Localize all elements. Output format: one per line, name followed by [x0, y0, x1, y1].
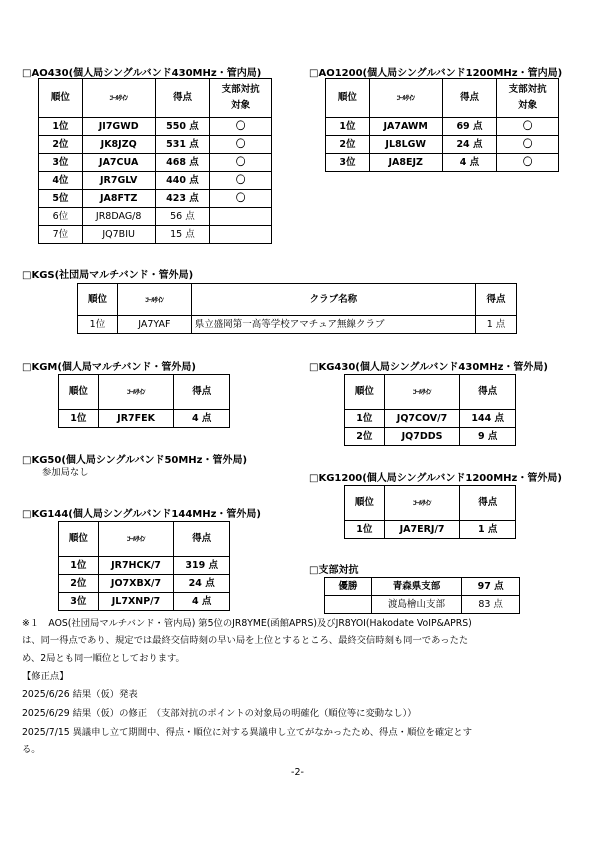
rank-cell: 2位 [59, 575, 99, 593]
section-title-kgm: □KGM(個人局マルチバンド・管外局) [22, 362, 196, 373]
header-callsign: ｺｰﾙｻｲﾝ [98, 522, 174, 557]
header-rank: 順位 [345, 375, 385, 410]
header-callsign: ｺｰﾙｻｲﾝ [82, 79, 155, 118]
score-cell: 4 点 [442, 154, 497, 172]
score-cell: 69 点 [442, 118, 497, 136]
score-cell: 550 点 [155, 118, 210, 136]
table-row [345, 521, 516, 539]
rank-cell: 1位 [78, 316, 118, 334]
score-cell: 423 点 [155, 190, 210, 208]
table-row [59, 557, 230, 575]
table-row [39, 154, 272, 172]
score-cell: 319 点 [174, 557, 230, 575]
target-mark: 〇 [497, 118, 559, 136]
note-line-1: ※１ AOS(社団局マルチバンド・管内局) 第5位のJR8YME(函館APRS)及びJR8YOI(Hakodate VoIP&APRS) [22, 618, 472, 629]
callsign-cell: JL7XNP/7 [98, 593, 174, 611]
rank-cell: 2位 [39, 136, 83, 154]
rank-cell: 1位 [59, 410, 99, 428]
ao430-table [38, 78, 272, 244]
table-row [59, 593, 230, 611]
header-branch-target: 支部対抗 対象 [497, 79, 559, 118]
header-rank: 順位 [345, 486, 385, 521]
section-title-kg144: □KG144(個人局シングルバンド144MHz・管外局) [22, 509, 261, 520]
rank-cell: 1位 [326, 118, 370, 136]
header-score: 得点 [460, 486, 516, 521]
section-title-ao430: □AO430(個人局シングルバンド430MHz・管内局) [22, 68, 262, 79]
target-mark: 〇 [210, 118, 272, 136]
header-score: 得点 [155, 79, 210, 118]
target-mark [210, 208, 272, 226]
callsign-cell: JQ7DDS [384, 428, 460, 446]
table-row [39, 136, 272, 154]
corrections-title: 【修正点】 [22, 671, 69, 682]
header-callsign: ｺｰﾙｻｲﾝ [369, 79, 442, 118]
correction-3b: る。 [22, 744, 41, 755]
header-club-name: クラブ名称 [191, 284, 475, 316]
target-mark: 〇 [210, 136, 272, 154]
rank-cell: 1位 [59, 557, 99, 575]
kgs-table [77, 283, 517, 334]
score-cell: 97 点 [462, 578, 520, 596]
score-cell: 24 点 [174, 575, 230, 593]
header-callsign: ｺｰﾙｻｲﾝ [98, 375, 174, 410]
callsign-cell: JA8EJZ [369, 154, 442, 172]
callsign-cell: JR8DAG/8 [82, 208, 155, 226]
branch-name-cell: 青森県支部 [371, 578, 461, 596]
header-branch-target: 支部対抗 対象 [210, 79, 272, 118]
score-cell: 4 点 [174, 593, 230, 611]
table-row [39, 172, 272, 190]
target-mark: 〇 [210, 154, 272, 172]
table-row [39, 190, 272, 208]
note-line-2: は、同一得点であり、規定では最終交信時刻の早い局を上位とするところ、最終交信時刻も同一であったた [22, 635, 469, 646]
table-row [325, 596, 520, 614]
rank-cell: 3位 [59, 593, 99, 611]
table-row [39, 226, 272, 244]
score-cell: 144 点 [460, 410, 516, 428]
table-row [326, 136, 559, 154]
no-participants-text: 参加局なし [42, 467, 89, 478]
header-score: 得点 [174, 522, 230, 557]
table-row [325, 578, 520, 596]
callsign-cell: JO7XBX/7 [98, 575, 174, 593]
header-rank: 順位 [59, 375, 99, 410]
rank-cell: 7位 [39, 226, 83, 244]
target-mark: 〇 [497, 136, 559, 154]
table-row [345, 410, 516, 428]
score-cell: 15 点 [155, 226, 210, 244]
table-row [345, 428, 516, 446]
table-row [326, 118, 559, 136]
kg144-table [58, 521, 230, 611]
target-mark: 〇 [210, 172, 272, 190]
callsign-cell: JA7YAF [117, 316, 191, 334]
score-cell: 24 点 [442, 136, 497, 154]
rank-cell: 3位 [326, 154, 370, 172]
callsign-cell: JI7GWD [82, 118, 155, 136]
rank-cell: 1位 [345, 521, 385, 539]
header-score: 得点 [442, 79, 497, 118]
header-rank: 順位 [326, 79, 370, 118]
header-score: 得点 [476, 284, 517, 316]
header-rank: 順位 [78, 284, 118, 316]
table-row [326, 154, 559, 172]
table-row [59, 410, 230, 428]
header-callsign: ｺｰﾙｻｲﾝ [384, 486, 460, 521]
kg1200-table [344, 485, 516, 539]
rank-cell: 3位 [39, 154, 83, 172]
callsign-cell: JL8LGW [369, 136, 442, 154]
target-mark: 〇 [497, 154, 559, 172]
score-cell: 56 点 [155, 208, 210, 226]
score-cell: 1 点 [476, 316, 517, 334]
winner-label: 優勝 [325, 578, 372, 596]
table-row [39, 118, 272, 136]
rank-cell: 6位 [39, 208, 83, 226]
callsign-cell: JA7CUA [82, 154, 155, 172]
ao1200-table [325, 78, 559, 172]
header-callsign: ｺｰﾙｻｲﾝ [384, 375, 460, 410]
note-line-3: め、2局とも同一順位としております。 [22, 653, 185, 664]
callsign-cell: JQ7BIU [82, 226, 155, 244]
callsign-cell: JR7FEK [98, 410, 174, 428]
score-cell: 531 点 [155, 136, 210, 154]
rank-cell: 4位 [39, 172, 83, 190]
kg430-table [344, 374, 516, 446]
club-name-cell: 県立盛岡第一高等学校アマチュア無線クラブ [191, 316, 475, 334]
header-callsign: ｺｰﾙｻｲﾝ [117, 284, 191, 316]
score-cell: 4 点 [174, 410, 230, 428]
section-title-kgs: □KGS(社団局マルチバンド・管外局) [22, 270, 194, 281]
callsign-cell: JR7GLV [82, 172, 155, 190]
page-number: -2- [291, 767, 304, 778]
callsign-cell: JA7AWM [369, 118, 442, 136]
callsign-cell: JA8FTZ [82, 190, 155, 208]
correction-3a: 2025/7/15 異議申し立て期間中、得点・順位に対する異議申し立てがなかったため、得点・順位を確定とす [22, 727, 473, 738]
callsign-cell: JK8JZQ [82, 136, 155, 154]
callsign-cell: JR7HCK/7 [98, 557, 174, 575]
section-title-branch: □支部対抗 [309, 565, 359, 576]
rank-cell: 1位 [39, 118, 83, 136]
callsign-cell: JQ7COV/7 [384, 410, 460, 428]
score-cell: 9 点 [460, 428, 516, 446]
score-cell: 83 点 [462, 596, 520, 614]
table-row [78, 316, 517, 334]
section-title-kg50: □KG50(個人局シングルバンド50MHz・管外局) [22, 455, 248, 466]
score-cell: 440 点 [155, 172, 210, 190]
rank-cell: 2位 [326, 136, 370, 154]
header-rank: 順位 [59, 522, 99, 557]
header-score: 得点 [174, 375, 230, 410]
kgm-table [58, 374, 230, 428]
score-cell: 468 点 [155, 154, 210, 172]
header-rank: 順位 [39, 79, 83, 118]
correction-1: 2025/6/26 結果（仮）発表 [22, 689, 138, 700]
correction-2: 2025/6/29 結果（仮）の修正 （支部対抗のポイントの対象局の明確化（順位等に変動なし）） [22, 708, 417, 719]
rank-cell: 1位 [345, 410, 385, 428]
branch-table [324, 577, 520, 614]
section-title-kg1200: □KG1200(個人局シングルバンド1200MHz・管外局) [309, 473, 562, 484]
target-mark: 〇 [210, 190, 272, 208]
branch-name-cell: 渡島檜山支部 [371, 596, 461, 614]
winner-label [325, 596, 372, 614]
header-score: 得点 [460, 375, 516, 410]
table-row [59, 575, 230, 593]
score-cell: 1 点 [460, 521, 516, 539]
section-title-ao1200: □AO1200(個人局シングルバンド1200MHz・管内局) [309, 68, 563, 79]
rank-cell: 2位 [345, 428, 385, 446]
table-row [39, 208, 272, 226]
rank-cell: 5位 [39, 190, 83, 208]
target-mark [210, 226, 272, 244]
section-title-kg430: □KG430(個人局シングルバンド430MHz・管外局) [309, 362, 548, 373]
callsign-cell: JA7ERJ/7 [384, 521, 460, 539]
